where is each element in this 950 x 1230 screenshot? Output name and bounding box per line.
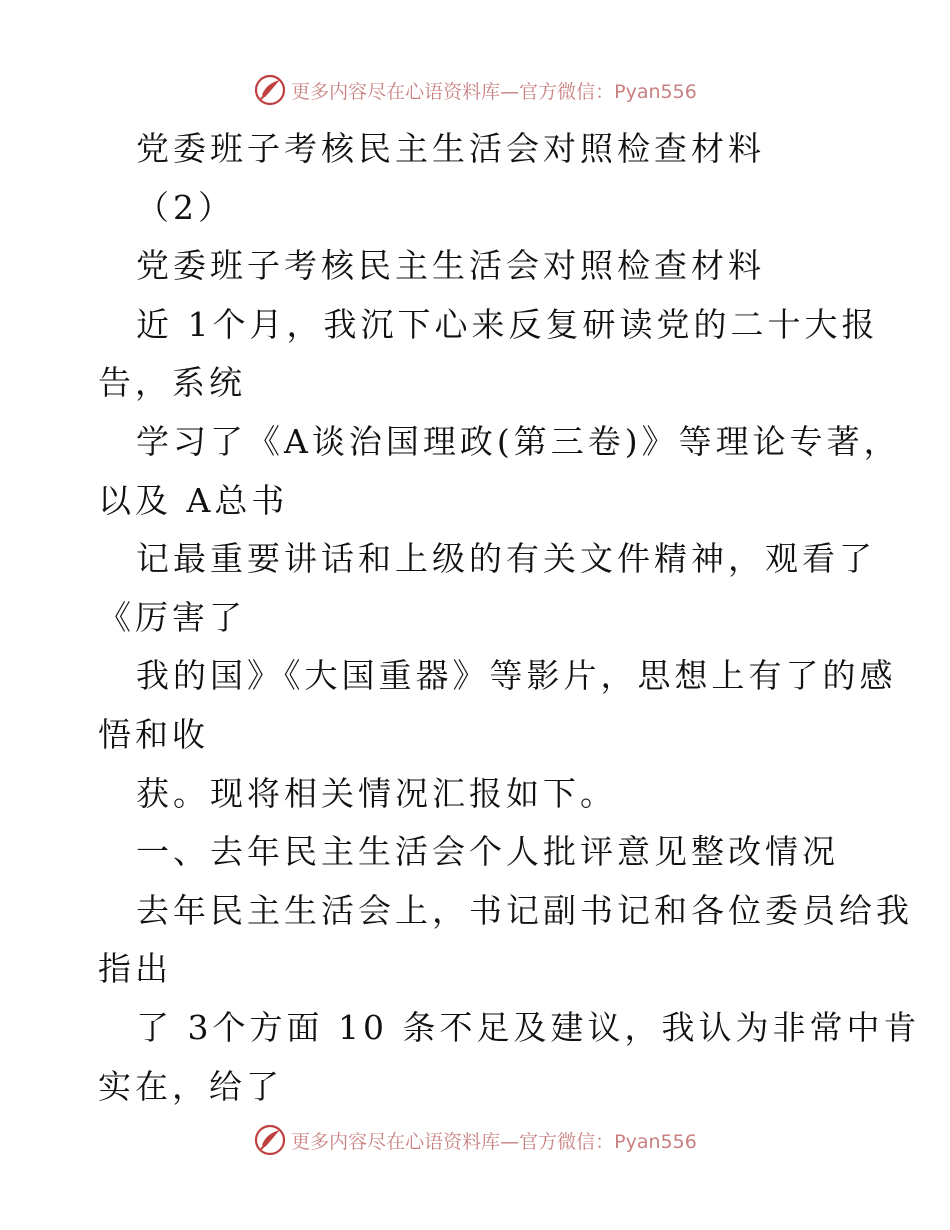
text-line: 悟和收 — [98, 714, 209, 754]
header-watermark-banner — [0, 70, 950, 110]
text-line: 党委班子考核民主生活会对照检查材料 — [136, 246, 765, 286]
logo-icon — [253, 73, 287, 107]
text-line: 学习了《A谈治国理政(第三卷)》等理论专著， — [136, 421, 901, 461]
text-line: 了 3个方面 10 条不足及建议，我认为非常中肯 — [136, 1007, 921, 1047]
text-line: 一、去年民主生活会个人批评意见整改情况 — [136, 832, 839, 872]
text-line: 记最重要讲话和上级的有关文件精神，观看了 — [136, 539, 876, 579]
watermark-text: 更多内容尽在心语资料库—官方微信：Pyan556 — [291, 80, 697, 103]
text-line: 以及 A总书 — [98, 480, 289, 520]
text-line: 党委班子考核民主生活会对照检查材料 — [136, 129, 765, 168]
text-line: 去年民主生活会上，书记副书记和各位委员给我 — [136, 890, 913, 930]
text-line: （2） — [136, 187, 235, 227]
logo-icon — [253, 1123, 287, 1157]
text-line: 我的国》《大国重器》等影片，思想上有了的感 — [136, 656, 897, 696]
watermark-text: 更多内容尽在心语资料库—官方微信：Pyan556 — [291, 1130, 697, 1153]
footer-watermark-banner — [0, 1120, 950, 1160]
text-line: 《厉害了 — [98, 597, 246, 637]
text-line: 指出 — [98, 949, 172, 989]
text-line: 近 1个月，我沉下心来反复研读党的二十大报 — [136, 304, 879, 344]
text-line: 告，系统 — [98, 363, 246, 403]
text-line: 获。现将相关情况汇报如下。 — [136, 773, 617, 813]
document-body — [98, 120, 921, 1116]
text-line: 实在，给了 — [98, 1066, 283, 1106]
